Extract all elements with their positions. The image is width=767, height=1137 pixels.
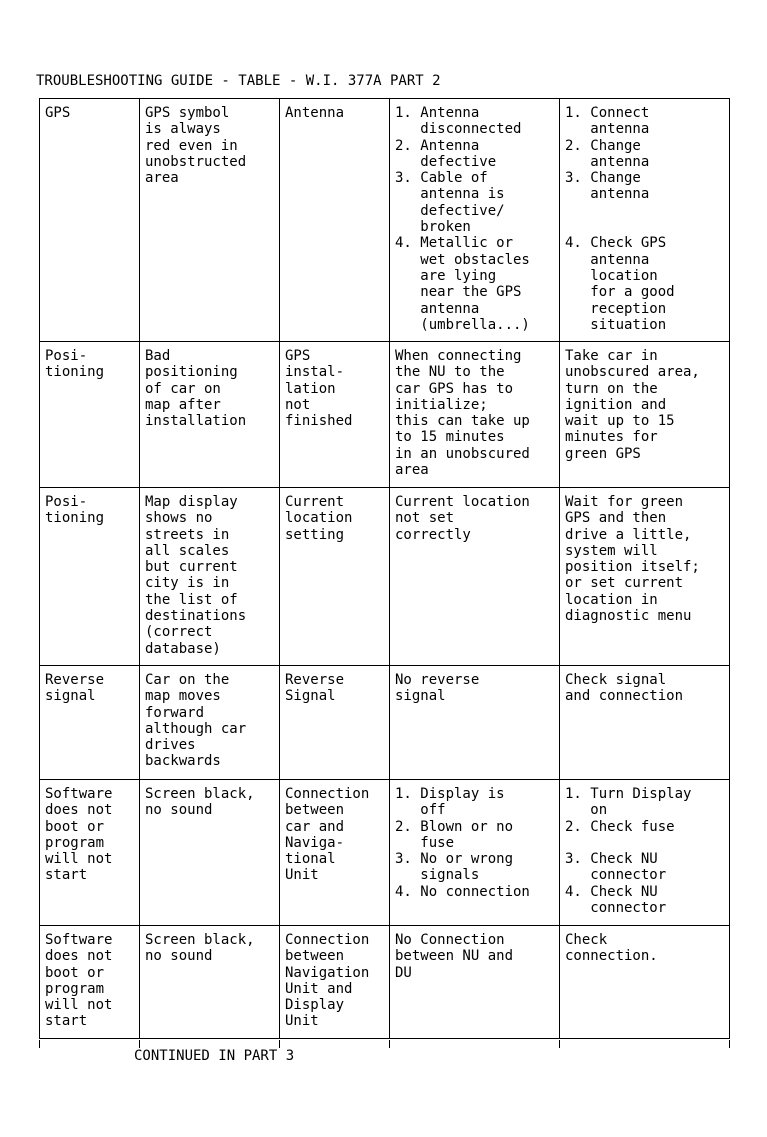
area-cell: GPS instal- lation not finished [280,342,390,488]
area-cell: Connection between Navigation Unit and Display Unit [280,926,390,1039]
component-cell: Reverse signal [40,666,140,780]
component-cell: GPS [40,99,140,342]
component-cell: Software does not boot or program will not start [40,780,140,926]
remedy-cell: Check signal and connection [560,666,730,780]
cause-cell: 1. Display is off 2. Blown or no fuse 3. No or wrong signals 4. No connection [390,780,560,926]
cause-cell: 1. Antenna disconnected 2. Antenna defective 3. Cable of antenna is defective/ broken 4. Metallic or wet obstacles are lying near the GPS antenna (umbrella...) [390,99,560,342]
remedy-cell: Check connection. [560,926,730,1039]
table-row [40,926,730,1039]
symptom-cell: Map display shows no streets in all scales but current city is in the list of destinations (correct database) [140,488,280,666]
column-tick [389,1040,390,1048]
remedy-cell: Take car in unobscured area, turn on the ignition and wait up to 15 minutes for green GPS [560,342,730,488]
table-row [40,780,730,926]
column-tick [279,1040,280,1048]
area-cell: Reverse Signal [280,666,390,780]
cause-cell: When connecting the NU to the car GPS has to initialize; this can take up to 15 minutes in an unobscured area [390,342,560,488]
remedy-cell: 1. Connect antenna 2. Change antenna 3. Change antenna 4. Check GPS antenna location for a good reception situation [560,99,730,342]
remedy-cell: Wait for green GPS and then drive a little, system will position itself; or set current location in diagnostic menu [560,488,730,666]
area-cell: Current location setting [280,488,390,666]
column-tick [139,1040,140,1048]
troubleshooting-table [39,98,730,1039]
symptom-cell: GPS symbol is always red even in unobstructed area [140,99,280,342]
component-cell: Posi- tioning [40,342,140,488]
table-row [40,488,730,666]
component-cell: Posi- tioning [40,488,140,666]
symptom-cell: Screen black, no sound [140,926,280,1039]
symptom-cell: Car on the map moves forward although car drives backwards [140,666,280,780]
column-tick [729,1040,730,1048]
cause-cell: Current location not set correctly [390,488,560,666]
symptom-cell: Screen black, no sound [140,780,280,926]
table-row [40,342,730,488]
continued-note: CONTINUED IN PART 3 [134,1048,295,1064]
remedy-cell: 1. Turn Display on 2. Check fuse 3. Check NU connector 4. Check NU connector [560,780,730,926]
area-cell: Antenna [280,99,390,342]
symptom-cell: Bad positioning of car on map after installation [140,342,280,488]
table-row [40,666,730,780]
component-cell: Software does not boot or program will not start [40,926,140,1039]
document-title: TROUBLESHOOTING GUIDE - TABLE - W.I. 377A PART 2 [36,73,441,89]
cause-cell: No reverse signal [390,666,560,780]
column-tick [39,1040,40,1048]
column-tick [559,1040,560,1048]
table-row [40,99,730,342]
cause-cell: No Connection between NU and DU [390,926,560,1039]
area-cell: Connection between car and Naviga- tional Unit [280,780,390,926]
